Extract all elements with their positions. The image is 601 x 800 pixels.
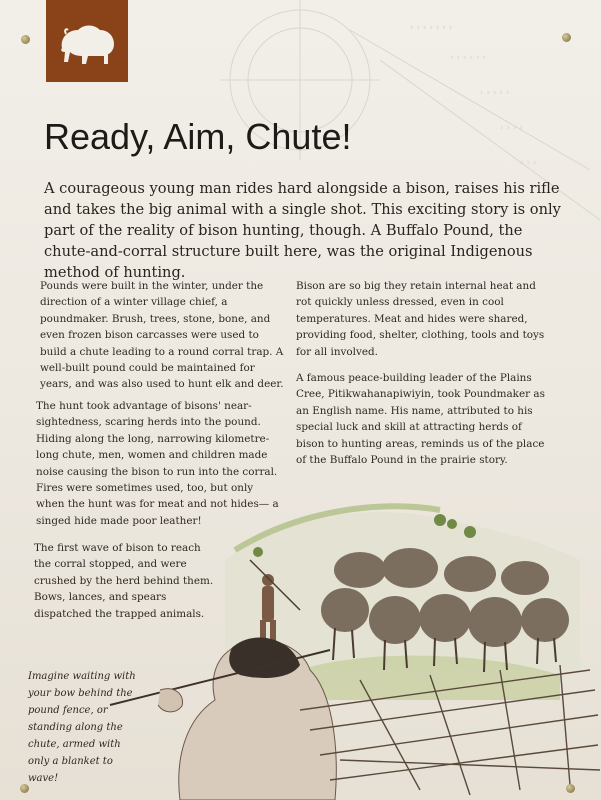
bison-icon [54,18,120,68]
svg-text:› › › ›: › › › › [500,123,523,133]
svg-text:› › ›: › › › [520,158,537,168]
screw [562,33,571,42]
paragraph-hunt: The hunt took advantage of bisons' near-sightedness, scaring herds into the pound. Hiding along the long, narrowing kilometre-long chute, men, women and children made noise causing the bison to run into the corral. Fires were sometimes used, too, but only when the hunt was for meat and not hides— a singed hide made poor leather! [36,400,279,527]
intro-paragraph: A courageous young man rides hard alongside a bison, raises his rifle and takes the big animal with a single shot. This exciting story is only part of the reality of bison hunting, though. A Buffalo Pound, the chute-and-corral structure built here, was the original Indigenous method of hunting. [44,180,561,281]
paragraph-bison-heat: Bison are so big they retain internal heat and rot quickly unless dressed, even in cool temperatures. Meat and hides were shared, providing food, shelter, clothing, tools and toys for all involved. [296,280,545,358]
svg-text:› › › › › ›: › › › › › › [450,53,486,63]
caption-imagine: Imagine waiting with your bow behind the pound fence, or standing along the chute, armed with only a blanket to wave! [28,671,136,784]
paragraph-pounds: Pounds were built in the winter, under the direction of a winter village chief, a poundmaker. Brush, trees, stone, bone, and even frozen bison carcasses were used to build a chute leading to a round corral trap. A well-built pound could be maintained for years, and was also used to hunt elk and deer. [40,280,284,391]
screw [566,784,575,793]
page-title: Ready, Aim, Chute! [44,116,352,157]
svg-text:› › › › › › ›: › › › › › › › [410,23,453,33]
paragraph-poundmaker: A famous peace-building leader of the Plains Cree, Pitikwahanapiwiyin, took Poundmaker as an English name. His name, attributed to his special luck and skill at attracting herds of bison to hunting areas, reminds us of the place of the Buffalo Pound in the prairie story. [296,372,545,467]
paragraph-first-wave: The first wave of bison to reach the corral stopped, and were crushed by the herd behind them. Bows, lances, and spears dispatched the trapped animals. [34,542,214,620]
screw [20,784,29,793]
screw [21,35,30,44]
svg-text:› › › › ›: › › › › › [480,88,510,98]
bison-badge [46,0,128,82]
